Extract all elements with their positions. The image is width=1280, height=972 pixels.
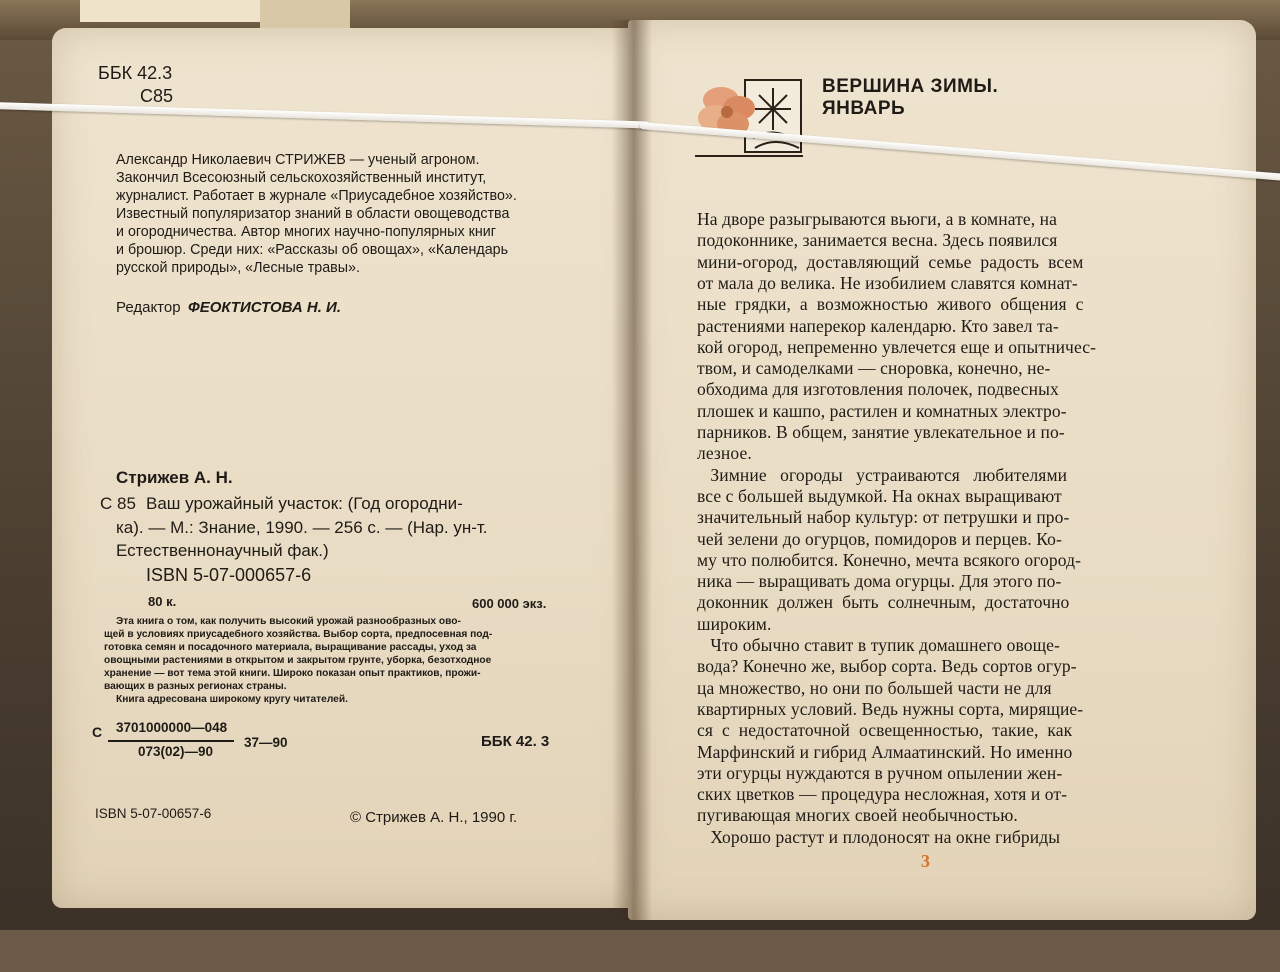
body-line: плошек и кашпо, растилен и комнатных электро- (697, 400, 1067, 421)
body-line: вода? Конечно же, выбор сорта. Ведь сортов огур- (697, 656, 1077, 677)
bio-line: Закончил Всесоюзный сельскохозяйственный институт, (116, 170, 487, 186)
bio-line: Известный популяризатор знаний в области овощеводства (116, 206, 510, 222)
book-spine-top (80, 0, 260, 22)
body-line: пугивающая многих своей необычностью. (697, 805, 1018, 826)
page-number: 3 (921, 851, 930, 871)
annotation-line: вающих в разных регионах страны. (104, 681, 287, 692)
body-line: Хорошо растут и плодоносят на окне гибриды (697, 826, 1061, 847)
bbk-bottom: ББК 42. 3 (481, 733, 550, 750)
body-line: значительный набор культур: от петрушки и про- (697, 507, 1070, 528)
body-line: Марфинский и гибрид Алмаатинский. Но именно (697, 741, 1073, 762)
body-line: обходима для изготовления полочек, подвесных (697, 379, 1059, 400)
body-line: ских цветков — процедура несложная, хотя и от- (697, 784, 1068, 805)
print-run: 600 000 экз. (472, 596, 547, 611)
bio-line: и огородничества. Автор многих научно-популярных книг (116, 224, 496, 240)
bbk-code: ББК 42.3 (98, 63, 173, 83)
catalog-line: ка). — М.: Знание, 1990. — 256 с. — (Нар. ун-т. (116, 518, 488, 537)
chapter-title-line2: ЯНВАРЬ (822, 98, 906, 119)
price: 80 к. (148, 594, 177, 609)
body-line: растениями наперекор календарю. Кто завел та- (697, 315, 1059, 336)
bio-line: и брошюр. Среди них: «Рассказы об овощах», «Календарь (116, 242, 509, 258)
body-line: парников. В общем, занятие увлекательное и по- (697, 422, 1065, 442)
flower-snowflake-icon (695, 78, 803, 162)
body-line: все с большей выдумкой. На окнах выращивают (697, 485, 1062, 506)
catalog-author: Стрижев А. Н. (116, 468, 233, 487)
bio-line: русской природы», «Лесные травы». (116, 260, 360, 276)
body-line: твом, и самоделками — сноровка, конечно, не- (697, 358, 1051, 379)
body-line: мини-огород, доставляющий семье радость всем (697, 251, 1084, 272)
body-line: лезное. (697, 443, 752, 464)
editor-label: Редактор (116, 299, 181, 316)
index-fraction-line (108, 740, 234, 742)
book-spine-top-2 (260, 0, 350, 30)
call-code: С85 (140, 86, 174, 106)
body-line: ные грядки, а возможностью живого общения с (697, 294, 1084, 315)
index-c: С (92, 724, 103, 740)
chapter-title-line1: ВЕРШИНА ЗИМЫ. (822, 76, 999, 97)
chapter-emblem (695, 78, 803, 162)
body-line: квартирных условий. Ведь нужны сорта, мирящие- (697, 698, 1084, 719)
index-numerator: 3701000000—048 (116, 720, 228, 735)
page-gutter (612, 20, 652, 920)
body-line: На дворе разыгрываются вьюги, а в комнате, на (697, 209, 1058, 229)
index-denominator: 073(02)—90 (138, 744, 214, 759)
body-line: чей зелени до огурцов, помидоров и перцев. Ко- (697, 528, 1062, 549)
catalog-line: Ваш урожайный участок: (Год огородни- (146, 494, 463, 513)
catalog-code: С 85 (100, 494, 136, 513)
index-suffix: 37—90 (244, 735, 288, 750)
bio-line: Александр Николаевич СТРИЖЕВ — ученый агроном. (116, 152, 480, 168)
copyright: © Стрижев А. Н., 1990 г. (350, 809, 518, 826)
bio-line: журналист. Работает в журнале «Приусадебное хозяйство». (116, 188, 517, 204)
annotation-line: щей в условиях приусадебного хозяйства. Выбор сорта, предпосевная под- (104, 629, 493, 640)
annotation-line: Эта книга о том, как получить высокий урожай разнообразных ово- (116, 616, 461, 627)
table-surface (0, 930, 1280, 972)
body-line: Что обычно ставит в тупик домашнего овоще- (697, 635, 1060, 655)
annotation-line: хранение — вот тема этой книги. Широко показан опыт практиков, прожи- (104, 668, 481, 679)
annotation-line: овощными растениями в открытом и закрытом грунте, уборка, безотходное (104, 655, 492, 666)
body-line: кой огород, непременно увлечется еще и опытничес- (697, 336, 1097, 357)
editor-name: ФЕОКТИСТОВА Н. И. (188, 299, 342, 316)
body-line: ся с недостаточной освещенностью, такие, как (697, 720, 1073, 741)
annotation-line: Книга адресована широкому кругу читателей. (116, 694, 348, 705)
body-line: широким. (697, 613, 772, 634)
isbn-line: ISBN 5-07-000657-6 (146, 565, 312, 585)
body-line: подоконнике, занимается весна. Здесь появился (697, 230, 1058, 251)
body-line: доконник должен быть солнечным, достаточно (697, 592, 1070, 613)
catalog-line: Естественнонаучный фак.) (116, 541, 329, 560)
body-line: ника — выращивать дома огурцы. Для этого по- (697, 571, 1062, 592)
body-line: му что полюбится. Конечно, мечта всякого огород- (697, 549, 1082, 570)
body-line: от мала до велика. Не изобилием славятся комнат- (697, 272, 1078, 293)
body-line: Зимние огороды устраиваются любителями (697, 464, 1068, 485)
isbn-bottom: ISBN 5-07-00657-6 (95, 806, 212, 821)
annotation-line: готовка семян и посадочного материала, выращивание рассады, уход за (104, 642, 477, 653)
body-line: ца множество, но они по большей части не для (697, 677, 1052, 698)
body-line: эти огурцы нуждаются в ручном опылении жен- (697, 762, 1063, 783)
